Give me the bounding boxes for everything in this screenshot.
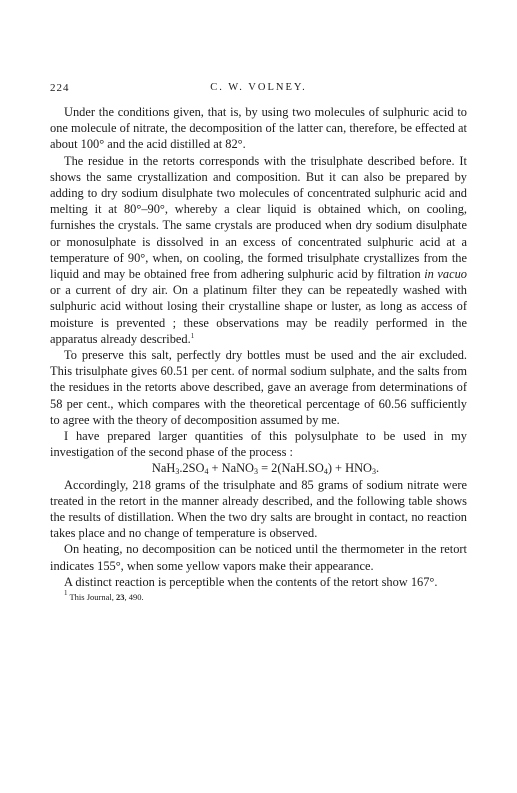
eq-sub-4: 4 [323, 467, 328, 477]
eq-part-3: + NaNO [208, 461, 254, 476]
running-head [50, 82, 467, 100]
eq-part-5: ) + HNO [327, 461, 372, 476]
chemical-equation [50, 460, 467, 476]
footnote [50, 589, 467, 603]
paragraph-2-italic: in vacuo [424, 267, 467, 282]
paragraph-7: A distinct reaction is perceptible when the contents of the retort show 167°. [64, 574, 438, 589]
eq-part-6: . [375, 461, 380, 476]
body-text [50, 104, 467, 590]
running-title: C. W. VOLNEY. [210, 82, 307, 93]
paragraph-2-text-a: The residue in the retorts corresponds with the trisulphate described before. It shows the same crystallization and composition. But it can also be prepared by adding to dry sodium disulphate two molecules of concentrated sulphuric acid and melting it at 80°–90°, whereby a clear liquid is obtained which, on cooling, furnishes the crystals. The same crystals are produced when dry sodium disulphate or monosulphate is dissolved in an excess of concentrated sulphuric acid at a temperature of 90°, when, on cooling, the formed trisulphate crystallizes from the liquid and may be obtained free from adhering sulphuric acid by filtration [50, 153, 467, 282]
page [50, 82, 467, 603]
page-number: 224 [50, 82, 70, 94]
paragraph-3: To preserve this salt, perfectly dry bottles must be used and the air excluded. This trisulphate gives 60.51 per cent. of normal sodium sulphate, and the salts from the residues in the retorts above described, gave an average from determinations of 58 per cent., which compares with the theoretical percentage of 60.56 sufficiently to agree with the theory of decomposition assumed by me. [50, 348, 467, 427]
footnote-text: This Journal, [69, 592, 114, 603]
paragraph-2 [50, 153, 467, 347]
eq-sub-5: 3 [371, 467, 376, 477]
paragraph-6: On heating, no decomposition can be noticed until the thermometer in the retort indicates 155°, when some yellow vapors make their appearance. [50, 542, 467, 573]
eq-part-1: NaH [151, 461, 176, 476]
eq-part-2: .2SO [179, 461, 205, 476]
footnote-mark: 1 [64, 589, 68, 598]
footnote-reference[interactable]: 1 [190, 331, 195, 340]
eq-sub-1: 3 [175, 467, 180, 477]
paragraph-2-text-b: or a current of dry air. On a platinum filter they can be repeatedly washed with sulphuric acid without losing their crystalline shape or luster, as long as access of moisture is prevented ; these observations may be readily performed in the apparatus already described. [50, 283, 467, 346]
eq-sub-3: 3 [253, 467, 258, 477]
paragraph-5: Accordingly, 218 grams of the trisulphate and 85 grams of sodium nitrate were treated in the retort in the manner already described, and the following table shows the results of distillation. When the two dry salts are brought in contact, no reaction takes place and no change of temperature is observed. [50, 477, 467, 541]
eq-part-4: = 2(NaH.SO [257, 461, 324, 476]
paragraph-1: Under the conditions given, that is, by using two molecules of sulphuric acid to one molecule of nitrate, the decomposition of the latter can, therefore, be effected at about 100° and the acid distilled at 82°. [50, 105, 467, 152]
paragraph-4: I have prepared larger quantities of this polysulphate to be used in my investigation of the second phase of the process : [50, 429, 467, 460]
footnote-volume: 23 [116, 592, 125, 603]
footnote-page: , 490. [124, 592, 144, 603]
eq-sub-2: 4 [204, 467, 209, 477]
